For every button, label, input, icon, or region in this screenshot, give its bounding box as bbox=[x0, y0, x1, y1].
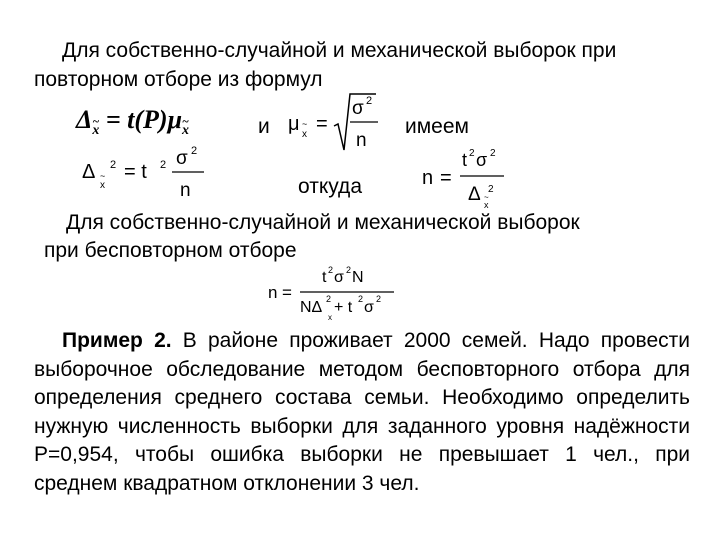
svg-text:σ: σ bbox=[176, 148, 188, 169]
svg-text:t: t bbox=[322, 269, 327, 286]
svg-text:+ t: + t bbox=[334, 299, 353, 316]
svg-text:n: n bbox=[268, 283, 278, 302]
svg-text:N: N bbox=[352, 269, 364, 286]
intro-line-2: повторном отборе из формул bbox=[34, 68, 323, 91]
svg-text:2: 2 bbox=[110, 159, 117, 171]
formula-squared bbox=[80, 142, 220, 209]
svg-text:=: = bbox=[316, 113, 328, 135]
svg-text:σ: σ bbox=[364, 299, 374, 316]
svg-text:2: 2 bbox=[326, 294, 332, 304]
svg-text:σ: σ bbox=[334, 269, 344, 286]
word-whence: откуда bbox=[298, 175, 362, 198]
svg-text:n: n bbox=[180, 180, 191, 201]
svg-text:~: ~ bbox=[302, 119, 308, 129]
svg-text:μ: μ bbox=[288, 113, 300, 135]
example-label: Пример 2. bbox=[62, 329, 172, 352]
svg-text:2: 2 bbox=[160, 159, 167, 171]
svg-text:t: t bbox=[462, 150, 468, 170]
svg-text:= t: = t bbox=[124, 161, 147, 183]
formula-sample-size-nonrepeat-graphic bbox=[268, 262, 408, 324]
formula-mean-error-graphic bbox=[286, 90, 396, 160]
svg-text:σ: σ bbox=[476, 150, 488, 170]
formula-squared-graphic bbox=[80, 142, 220, 204]
svg-text:σ: σ bbox=[352, 98, 364, 119]
svg-text:2: 2 bbox=[469, 148, 475, 159]
formula-mean-error bbox=[286, 90, 396, 166]
svg-text:x: x bbox=[100, 180, 105, 191]
svg-text:2: 2 bbox=[366, 95, 373, 107]
svg-text:n: n bbox=[422, 167, 434, 189]
svg-text:~: ~ bbox=[484, 193, 489, 202]
svg-text:2: 2 bbox=[488, 184, 494, 195]
example-text: В районе проживает 2000 семей. Надо провести выборочное обследование методом бесповторного отбора для определения среднего состава семьи. Необходимо определить нужную численность выборки для заданного уровня надёжности P=0,954, чтобы ошибка выборки не превышает 1 чел., при среднем квадратном отклонении 3 чел. bbox=[34, 329, 690, 495]
svg-text:2: 2 bbox=[490, 148, 496, 159]
word-and: и bbox=[258, 115, 270, 138]
svg-text:2: 2 bbox=[358, 294, 364, 304]
svg-text:Δ: Δ bbox=[82, 161, 96, 183]
svg-text:Δ: Δ bbox=[468, 184, 481, 205]
example-paragraph bbox=[34, 327, 690, 499]
svg-text:NΔ: NΔ bbox=[300, 299, 323, 316]
svg-text:x: x bbox=[302, 129, 307, 140]
svg-text:2: 2 bbox=[191, 145, 198, 157]
svg-text:=: = bbox=[440, 167, 452, 189]
svg-text:n: n bbox=[356, 130, 367, 151]
svg-text:2: 2 bbox=[376, 294, 382, 304]
word-have: имеем bbox=[405, 115, 469, 138]
non-repeat-line-2: при бесповторном отборе bbox=[44, 239, 297, 262]
svg-text:x: x bbox=[484, 200, 489, 210]
svg-text:2: 2 bbox=[328, 265, 334, 275]
svg-text:=: = bbox=[282, 283, 292, 302]
svg-text:2: 2 bbox=[346, 265, 352, 275]
svg-text:~: ~ bbox=[100, 171, 106, 181]
formula-sample-size-repeat bbox=[420, 142, 530, 217]
intro-line-1: Для собственно-случайной и механической выборок при bbox=[62, 39, 617, 62]
non-repeat-line-1: Для собственно-случайной и механической выборок bbox=[66, 211, 580, 234]
svg-text:x: x bbox=[328, 313, 332, 322]
formula-error-margin: Δ~ x = t(P)μ~ x bbox=[76, 104, 189, 139]
formula-sample-size-nonrepeat bbox=[268, 262, 408, 329]
formula-sample-size-repeat-graphic bbox=[420, 142, 530, 212]
